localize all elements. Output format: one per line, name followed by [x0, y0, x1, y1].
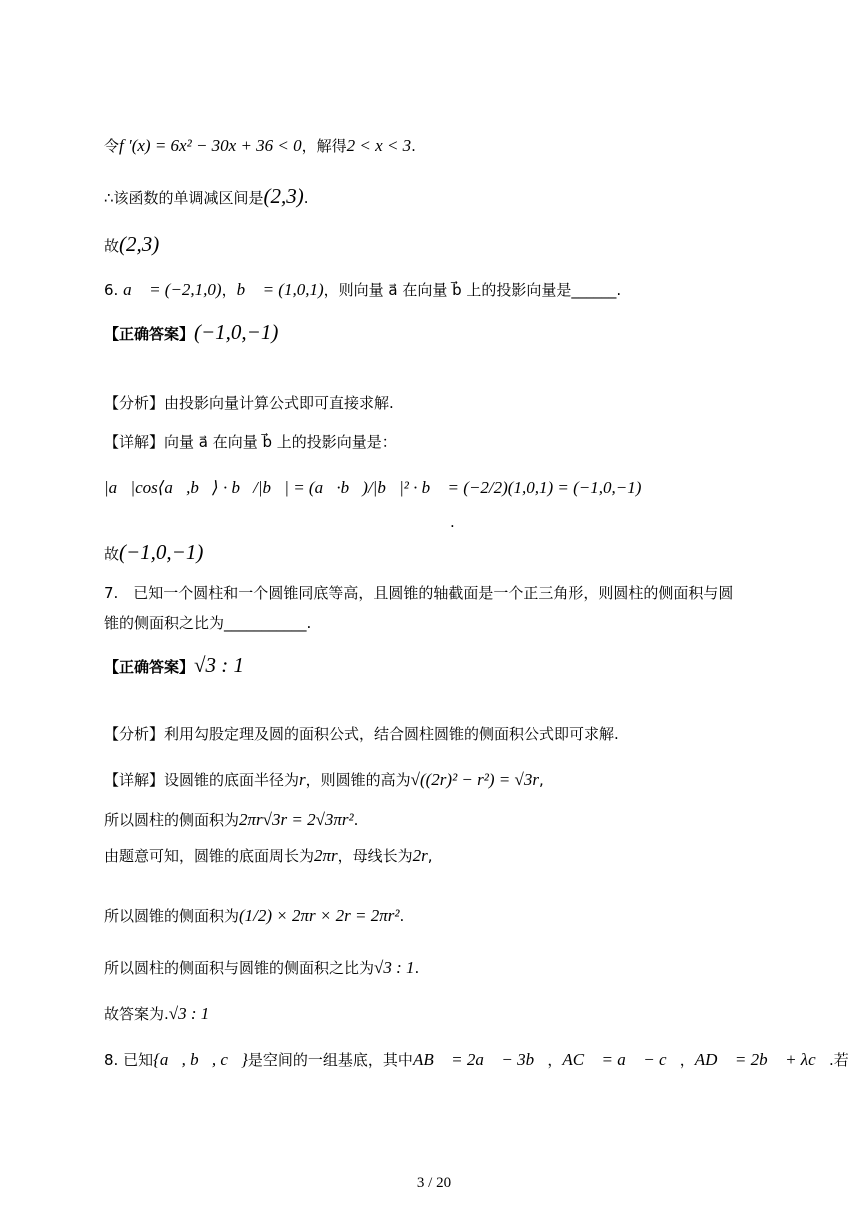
q6-detail: 【详解】向量 a⃗ 在向量 b⃗ 上的投影向量是：	[104, 433, 397, 451]
derivative-inequality: f ′(x) = 6x² − 30x + 36 < 0	[119, 136, 302, 155]
q7-detail: 【详解】设圆锥的底面半径为r，则圆锥的高为√((2r)² − r²) = √3r,	[104, 770, 544, 789]
q6-final-answer: 故(−1,0,−1)	[104, 540, 204, 564]
q6-formula: |a⃗|cos⟨a⃗,b⃗⟩ · b⃗/|b⃗| = (a⃗·b⃗)/|b⃗|² · b⃗ = (−2/2)(1,0,1) = (−1,0,−1)	[104, 478, 642, 497]
q7-step-1: 所以圆柱的侧面积为2πr√3r = 2√3πr².	[104, 810, 359, 829]
page-number: 3 / 20	[416, 1175, 452, 1191]
q6-analysis: 【分析】由投影向量计算公式即可直接求解.	[104, 394, 394, 412]
q6-correct-answer: 【正确答案】(−1,0,−1)	[104, 320, 279, 344]
question-6: 6. a⃗ = (−2,1,0)，b⃗ = (1,0,1)，则向量 a⃗ 在向量 b⃗ 上的投影向量是______.	[104, 280, 622, 299]
line-answer-5: 故(2,3)	[104, 232, 160, 256]
q7-step-4: 所以圆柱的侧面积与圆锥的侧面积之比为√3 : 1.	[104, 958, 420, 977]
line-derivative: 令f ′(x) = 6x² − 30x + 36 < 0，解得2 < x < 3.	[104, 136, 416, 155]
q7-step-2: 由题意可知，圆锥的底面周长为2πr，母线长为2r,	[104, 846, 433, 865]
q7-analysis: 【分析】利用勾股定理及圆的面积公式，结合圆柱圆锥的侧面积公式即可求解.	[104, 725, 619, 743]
question-7-line-1: 7. 已知一个圆柱和一个圆锥同底等高，且圆锥的轴截面是一个正三角形，则圆柱的侧面积与圆	[104, 584, 734, 602]
question-8: 8. 已知{a⃗, b⃗, c⃗}是空间的一组基底，其中AB⃗ = 2a⃗ − 3b⃗，AC⃗ = a⃗ − c⃗，AD⃗ = 2b⃗ + λc⃗.若	[104, 1050, 849, 1069]
q7-step-3: 所以圆锥的侧面积为(1/2) × 2πr × 2r = 2πr².	[104, 906, 405, 925]
q6-formula-dot: .	[450, 513, 455, 531]
q7-final-answer: 故答案为.√3 : 1	[104, 1004, 210, 1023]
question-7-line-2: 锥的侧面积之比为___________.	[104, 614, 312, 632]
solution-interval: 2 < x < 3	[346, 136, 412, 155]
q7-correct-answer: 【正确答案】√3 : 1	[104, 653, 245, 677]
line-decreasing-interval: ∴该函数的单调减区间是(2,3).	[104, 184, 309, 208]
